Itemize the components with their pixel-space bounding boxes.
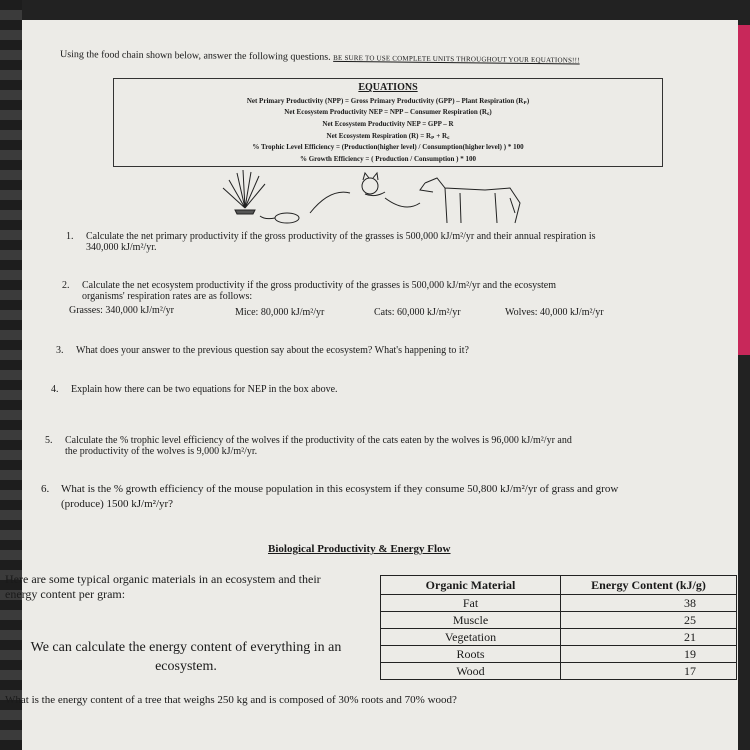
energy-content-table (380, 575, 737, 680)
energy-statement (2, 638, 370, 676)
question-number: 5. (45, 435, 53, 446)
energy-statement-line-2: ecosystem. (155, 659, 217, 674)
energy-cell: 25 (561, 612, 737, 629)
equation-respiration: Net Ecosystem Respiration (R) = Rₚ + R꜀ (326, 132, 450, 140)
equation-nep-2: Net Ecosystem Productivity NEP = GPP – R (322, 120, 454, 128)
energy-cell: 21 (561, 629, 737, 646)
question-6 (41, 482, 618, 512)
equations-box (113, 78, 663, 167)
question-text: Explain how there can be two equations for NEP in the box above. (71, 384, 338, 395)
question-3 (56, 345, 469, 356)
column-header-energy: Energy Content (kJ/g) (561, 576, 737, 595)
column-header-material: Organic Material (381, 576, 561, 595)
intro-text: Using the food chain shown below, answer the following questions. (59, 49, 331, 63)
energy-cell: 17 (561, 663, 737, 680)
question-text: Calculate the net ecosystem productivity if the gross productivity of the grasses is 500,000 kJ/m²/yr and the ecosystem (82, 280, 557, 291)
equation-npp: Net Primary Productivity (NPP) = Gross Primary Productivity (GPP) – Plant Respiration (Rₚ) (246, 97, 530, 105)
food-chain-illustration (215, 168, 535, 233)
equations-title: EQUATIONS (358, 82, 418, 93)
table-row (381, 663, 737, 680)
question-1 (66, 231, 596, 253)
respiration-wolves: Wolves: 40,000 kJ/m²/yr (505, 307, 604, 318)
question-text: 340,000 kJ/m²/yr. (86, 242, 157, 253)
material-cell: Muscle (381, 612, 561, 629)
equation-trophic-efficiency: % Trophic Level Efficiency = (Production(higher level) / Consumption(higher level) ) * 100 (252, 143, 524, 151)
question-number: 1. (66, 231, 74, 242)
table-row (381, 612, 737, 629)
mouse-icon (260, 213, 299, 223)
equation-growth-efficiency: % Growth Efficiency = ( Production / Consumption ) * 100 (299, 155, 476, 163)
section-title: Biological Productivity & Energy Flow (268, 543, 451, 555)
question-text: organisms' respiration rates are as follows: (82, 291, 253, 302)
material-cell: Fat (381, 595, 561, 612)
wolf-icon (420, 178, 520, 223)
energy-cell: 19 (561, 646, 737, 663)
question-number: 2. (62, 280, 70, 291)
cat-icon (362, 173, 385, 196)
question-2 (62, 280, 556, 302)
question-text: Calculate the net primary productivity if the gross productivity of the grasses is 500,000 kJ/m²/yr and their annual respiration is (86, 231, 596, 242)
intro-caps-note: BE SURE TO USE COMPLETE UNITS THROUGHOUT YOUR EQUATIONS!!! (333, 53, 580, 65)
table-intro-line-2: energy content per gram: (5, 587, 126, 601)
respiration-mice: Mice: 80,000 kJ/m²/yr (235, 307, 325, 318)
final-question: What is the energy content of a tree that weighs 250 kg and is composed of 30% roots and 70% wood? (5, 694, 457, 706)
grass-icon (223, 170, 265, 214)
equation-nep-1: Net Ecosystem Productivity NEP = NPP – Consumer Respiration (R꜀) (284, 108, 492, 116)
table-row (381, 629, 737, 646)
arrow-grass-to-mouse (310, 192, 350, 213)
table-row (381, 646, 737, 663)
table-row (381, 595, 737, 612)
energy-statement-line-1: We can calculate the energy content of everything in an (30, 640, 342, 655)
arrow-cat-to-wolf (385, 198, 420, 207)
respiration-grasses: Grasses: 340,000 kJ/m²/yr (69, 305, 174, 316)
question-text: the productivity of the wolves is 9,000 kJ/m²/yr. (65, 446, 258, 457)
question-4 (51, 384, 338, 395)
respiration-cats: Cats: 60,000 kJ/m²/yr (374, 307, 461, 318)
energy-cell: 38 (561, 595, 737, 612)
question-text: Calculate the % trophic level efficiency of the wolves if the productivity of the cats eaten by the wolves is 96,000 kJ/m²/yr and (65, 435, 572, 446)
question-text: What does your answer to the previous question say about the ecosystem? What's happening to it? (76, 345, 469, 356)
question-text: What is the % growth efficiency of the mouse population in this ecosystem if they consume 50,800 kJ/m²/yr of grass and grow (61, 483, 619, 495)
material-cell: Wood (381, 663, 561, 680)
question-number: 6. (41, 483, 50, 495)
question-number: 3. (56, 345, 64, 356)
question-number: 4. (51, 384, 59, 395)
material-cell: Roots (381, 646, 561, 663)
question-text: (produce) 1500 kJ/m²/yr? (61, 498, 174, 510)
material-cell: Vegetation (381, 629, 561, 646)
table-intro-line-1: Here are some typical organic materials in an ecosystem and their (5, 572, 321, 586)
table-header-row (381, 576, 737, 595)
question-5 (45, 435, 572, 457)
